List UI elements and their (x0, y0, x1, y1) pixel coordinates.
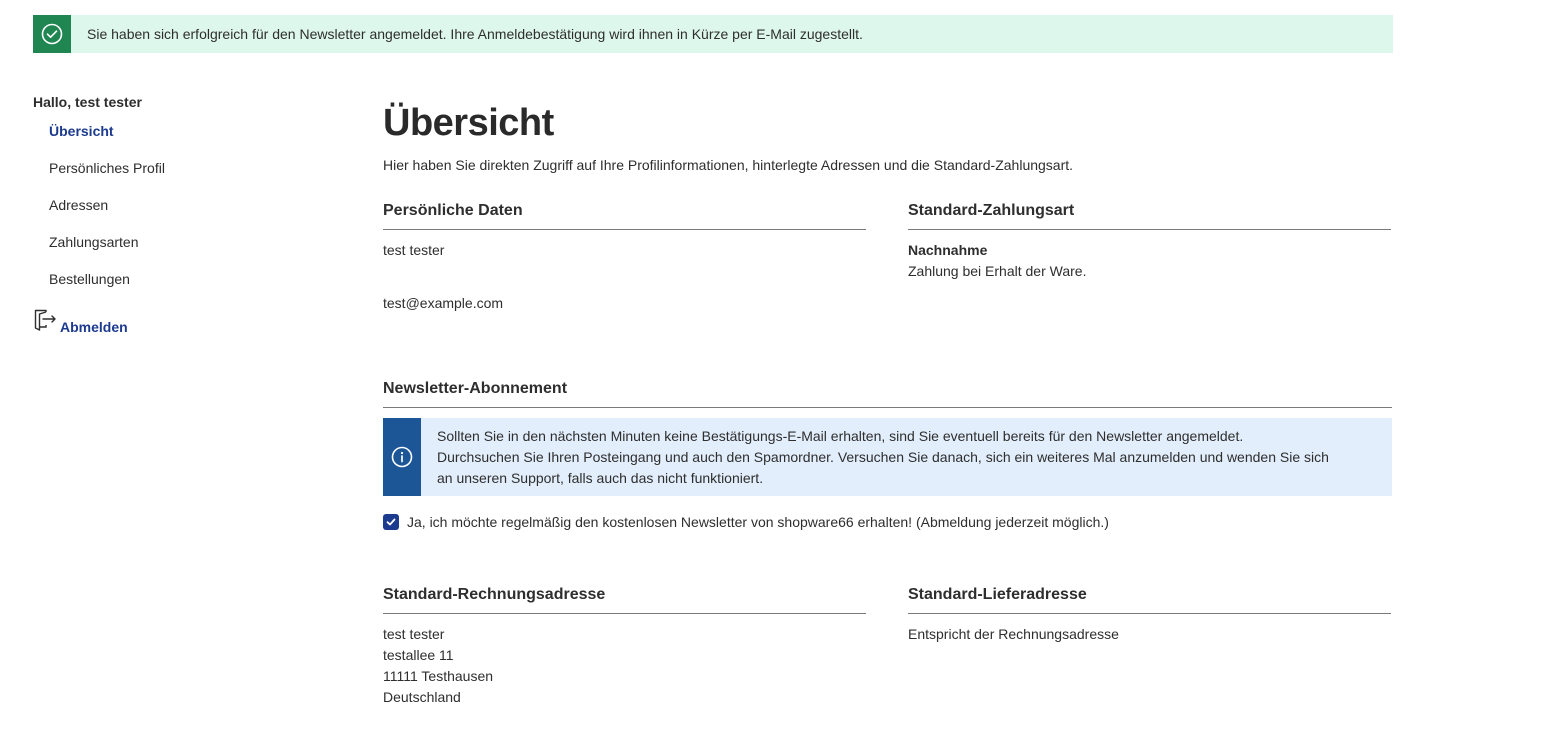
logout-icon (33, 308, 57, 335)
payment-title: Standard-Zahlungsart (908, 202, 1391, 230)
payment-method-description: Zahlung bei Erhalt der Ware. (908, 263, 1087, 279)
billing-line: testallee 11 (383, 647, 454, 663)
checkmark-icon (386, 517, 396, 527)
info-line: an unseren Support, falls auch das nicht funktioniert. (437, 470, 764, 486)
payment-method-name: Nachnahme (908, 242, 988, 258)
logout-link[interactable] (33, 308, 128, 335)
payment-card (908, 202, 1391, 282)
sidebar-item-payment-methods[interactable]: Zahlungsarten (49, 234, 139, 250)
info-alert-text (421, 418, 1339, 496)
personal-name: test tester (383, 242, 445, 258)
billing-line: 11111 Testhausen (383, 668, 494, 684)
shipping-address-text: Entspricht der Rechnungsadresse (908, 626, 1119, 642)
newsletter-checkbox[interactable] (383, 514, 399, 530)
billing-line: test tester (383, 626, 445, 642)
info-line: Sollten Sie in den nächsten Minuten keine Bestätigungs-E-Mail erhalten, sind Sie eventuell bereits für den Newsletter angemeldet. (437, 428, 1244, 444)
newsletter-checkbox-label[interactable]: Ja, ich möchte regelmäßig den kostenlosen Newsletter von shopware66 erhalten! (Abmeldung jederzeit möglich.) (407, 514, 1109, 530)
billing-address-card (383, 586, 866, 708)
info-icon (383, 418, 421, 496)
success-message: Sie haben sich erfolgreich für den Newsletter angemeldet. Ihre Anmeldebestätigung wird ihnen in Kürze per E-Mail zugestellt. (87, 26, 863, 42)
success-alert (33, 15, 1393, 53)
sidebar-item-overview[interactable]: Übersicht (49, 123, 114, 139)
page-description: Hier haben Sie direkten Zugriff auf Ihre Profilinformationen, hinterlegte Adressen und die Standard-Zahlungsart. (383, 157, 1074, 173)
sidebar-item-profile[interactable]: Persönliches Profil (49, 160, 165, 176)
sidebar-item-addresses[interactable]: Adressen (49, 197, 109, 213)
billing-line: Deutschland (383, 689, 461, 705)
newsletter-checkbox-row[interactable] (383, 514, 1109, 530)
newsletter-title: Newsletter-Abonnement (383, 380, 1392, 408)
check-circle-icon (33, 15, 71, 53)
personal-data-card (383, 202, 866, 314)
sidebar-item-orders[interactable]: Bestellungen (49, 271, 130, 287)
newsletter-card (383, 380, 1392, 408)
billing-address-title: Standard-Rechnungsadresse (383, 586, 866, 614)
shipping-address-title: Standard-Lieferadresse (908, 586, 1391, 614)
greeting: Hallo, test tester (33, 94, 142, 110)
info-line: Durchsuchen Sie Ihren Posteingang und auch den Spamordner. Versuchen Sie danach, sich ein weiteres Mal anzumelden und wenden Sie sich (437, 449, 1329, 465)
personal-email: test@example.com (383, 295, 504, 311)
shipping-address-card (908, 586, 1391, 645)
newsletter-info-alert (383, 418, 1392, 496)
account-sidebar (33, 92, 333, 335)
personal-data-title: Persönliche Daten (383, 202, 866, 230)
page-title: Übersicht (383, 102, 554, 144)
logout-label: Abmelden (60, 319, 128, 335)
